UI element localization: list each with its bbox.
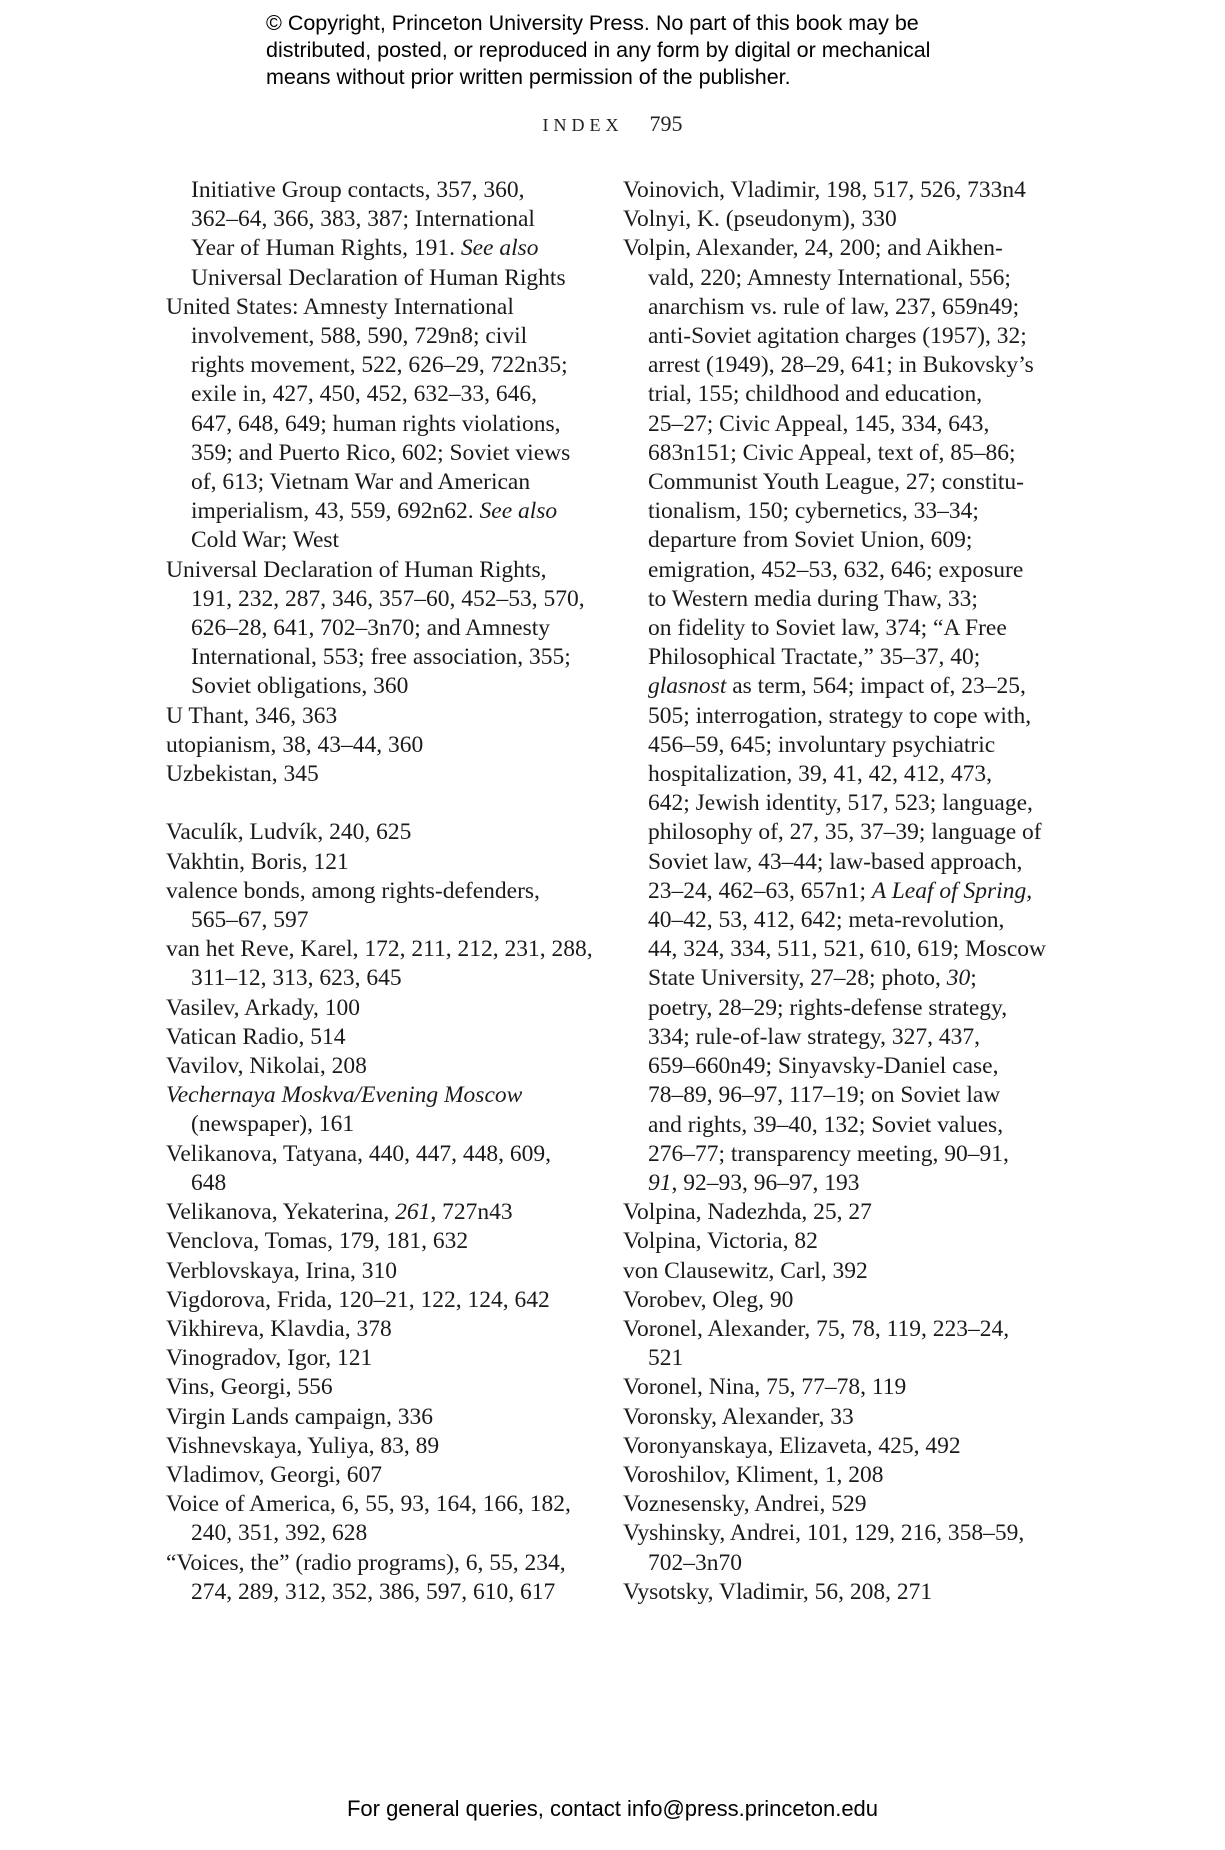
- index-entry: [623, 1519, 1043, 1577]
- entry-line: Vigdorova, Frida, 120–21, 122, 124, 642: [166, 1286, 550, 1313]
- index-entry: [166, 994, 596, 1023]
- entry-line: 311–12, 313, 623, 645: [191, 965, 402, 992]
- index-entry: [166, 935, 596, 993]
- index-entry: [623, 1373, 1043, 1402]
- entry-line: Soviet law, 43–44; law-based approach,: [648, 848, 1023, 875]
- entry-line: Universal Declaration of Human Rights,: [166, 556, 547, 583]
- index-entry: [166, 1344, 596, 1373]
- letter-section-gap: [166, 789, 596, 818]
- entry-line: (newspaper), 161: [191, 1111, 355, 1138]
- entry-line: Vasilev, Arkady, 100: [166, 994, 361, 1021]
- entry-page-italic: 30: [946, 965, 971, 992]
- entry-text: State University, 27–28; photo,: [648, 965, 947, 992]
- see-also: See also: [460, 235, 539, 262]
- entry-text: , 727n43: [430, 1199, 513, 1226]
- entry-line: Vladimov, Georgi, 607: [166, 1461, 383, 1488]
- entry-line: Initiative Group contacts, 357, 360,: [191, 177, 525, 203]
- entry-line: 648: [191, 1169, 227, 1196]
- entry-line: exile in, 427, 450, 452, 632–33, 646,: [191, 381, 537, 408]
- entry-line: emigration, 452–53, 632, 646; exposure: [648, 556, 1024, 583]
- index-entry: [166, 1286, 596, 1315]
- entry-line: United States: Amnesty International: [166, 293, 514, 320]
- footer-contact: For general queries, contact info@press.princeton.edu: [346, 1796, 879, 1821]
- index-entry-continued: [166, 176, 596, 293]
- entry-line: 683n151; Civic Appeal, text of, 85–86;: [648, 439, 1016, 466]
- entry-line: Vyshinsky, Andrei, 101, 129, 216, 358–59,: [623, 1520, 1025, 1547]
- index-entry: [623, 1403, 1043, 1432]
- entry-line: [623, 1169, 1043, 1198]
- copyright-line: means without prior written permission of the publisher.: [266, 65, 791, 89]
- entry-page-italic: 91: [648, 1169, 672, 1196]
- entry-line: Velikanova, Tatyana, 440, 447, 448, 609,: [166, 1140, 551, 1167]
- entry-line: and rights, 39–40, 132; Soviet values,: [648, 1111, 1004, 1138]
- index-entry-volpin: [623, 234, 1046, 1198]
- entry-line: valence bonds, among rights-defenders,: [166, 877, 540, 904]
- entry-line: Vysotsky, Vladimir, 56, 208, 271: [623, 1578, 933, 1605]
- entry-line: Voznesensky, Andrei, 529: [623, 1491, 867, 1518]
- entry-line: U Thant, 346, 363: [166, 702, 338, 729]
- index-entry: [166, 877, 596, 935]
- entry-line: [166, 1081, 596, 1110]
- entry-line: anarchism vs. rule of law, 237, 659n49;: [648, 293, 1020, 320]
- index-entry: [623, 1315, 1043, 1373]
- entry-line: Voice of America, 6, 55, 93, 164, 166, 182,: [166, 1491, 571, 1518]
- see-also: See also: [479, 498, 558, 525]
- entry-line: 191, 232, 287, 346, 357–60, 452–53, 570,: [191, 585, 585, 612]
- entry-line: [623, 964, 1043, 993]
- entry-line: Vorobev, Oleg, 90: [623, 1286, 794, 1313]
- index-entry: [623, 1286, 1043, 1315]
- entry-line: Volpina, Nadezhda, 25, 27: [623, 1199, 872, 1226]
- entry-line: 359; and Puerto Rico, 602; Soviet views: [191, 439, 571, 466]
- entry-line: 456–59, 645; involuntary psychiatric: [648, 731, 996, 758]
- entry-line: 274, 289, 312, 352, 386, 597, 610, 617: [191, 1578, 556, 1605]
- entry-line: [623, 877, 1043, 906]
- entry-line: International, 553; free association, 355;: [191, 644, 571, 671]
- entry-line: [166, 234, 596, 263]
- entry-line: 626–28, 641, 702–3n70; and Amnesty: [191, 615, 551, 642]
- entry-line: Vins, Georgi, 556: [166, 1374, 333, 1401]
- entry-text: Velikanova, Yekaterina,: [166, 1199, 396, 1226]
- entry-line: trial, 155; childhood and education,: [648, 381, 983, 408]
- entry-line: Voronyanskaya, Elizaveta, 425, 492: [623, 1432, 961, 1459]
- entry-line: Voinovich, Vladimir, 198, 517, 526, 733n4: [623, 177, 1026, 203]
- entry-line: Voronsky, Alexander, 33: [623, 1403, 854, 1430]
- entry-line: 25–27; Civic Appeal, 145, 334, 643,: [648, 410, 990, 437]
- index-entry: [166, 1461, 596, 1490]
- entry-text: Year of Human Rights, 191.: [191, 235, 461, 262]
- entry-line: Vakhtin, Boris, 121: [166, 848, 349, 875]
- index-entry: [166, 818, 596, 847]
- entry-text: 23–24, 462–63, 657n1;: [648, 877, 872, 904]
- entry-line: 44, 324, 334, 511, 521, 610, 619; Moscow: [648, 936, 1046, 963]
- entry-line: Verblovskaya, Irina, 310: [166, 1257, 398, 1284]
- entry-line: 334; rule-of-law strategy, 327, 437,: [648, 1023, 980, 1050]
- entry-text: ;: [970, 965, 977, 992]
- entry-line: 702–3n70: [648, 1549, 742, 1576]
- entry-line: 659–660n49; Sinyavsky-Daniel case,: [648, 1053, 999, 1080]
- entry-page-italic: 261: [395, 1199, 431, 1226]
- copyright-line: © Copyright, Princeton University Press. No part of this book may be: [266, 11, 919, 35]
- entry-line: Soviet obligations, 360: [191, 673, 409, 700]
- entry-line: [166, 497, 596, 526]
- index-entry: [166, 848, 596, 877]
- entry-line: Virgin Lands campaign, 336: [166, 1403, 434, 1430]
- entry-line: on fidelity to Soviet law, 374; “A Free: [648, 615, 1007, 642]
- index-entry: [623, 1490, 1043, 1519]
- index-entry: [623, 1227, 1043, 1256]
- entry-line: of, 613; Vietnam War and American: [191, 469, 531, 496]
- index-entry: [166, 1081, 596, 1139]
- entry-term-italic: A Leaf of Spring,: [871, 877, 1033, 904]
- entry-line: Vikhireva, Klavdia, 378: [166, 1315, 392, 1342]
- entry-line: involvement, 588, 590, 729n8; civil: [191, 323, 528, 350]
- entry-line: departure from Soviet Union, 609;: [648, 527, 973, 554]
- index-entry: [166, 556, 596, 702]
- index-entry: [166, 1052, 596, 1081]
- entry-line: philosophy of, 27, 35, 37–39; language of: [648, 819, 1042, 846]
- index-entry: [166, 1257, 596, 1286]
- entry-line: Voroshilov, Kliment, 1, 208: [623, 1461, 884, 1488]
- index-entry: [166, 1549, 596, 1607]
- copyright-notice: [266, 10, 1026, 91]
- index-entry: [166, 1490, 596, 1548]
- index-entry: [166, 1315, 596, 1344]
- entry-line: 565–67, 597: [191, 907, 309, 934]
- entry-line: 647, 648, 649; human rights violations,: [191, 410, 561, 437]
- index-entry: [623, 1432, 1043, 1461]
- entry-text: as term, 564; impact of, 23–25,: [726, 673, 1026, 700]
- running-head: [0, 111, 1225, 137]
- entry-line: van het Reve, Karel, 172, 211, 212, 231, 288,: [166, 936, 593, 963]
- entry-line: anti-Soviet agitation charges (1957), 32;: [648, 323, 1027, 350]
- index-column-right: [623, 176, 1046, 1607]
- entry-text: imperialism, 43, 559, 692n62.: [191, 498, 480, 525]
- entry-title: Vechernaya Moskva/Evening Moscow: [166, 1082, 523, 1109]
- entry-line: Vinogradov, Igor, 121: [166, 1345, 373, 1372]
- index-entry: [623, 1461, 1043, 1490]
- index-entry: [166, 1198, 596, 1227]
- index-entry: [166, 702, 596, 731]
- entry-line: tionalism, 150; cybernetics, 33–34;: [648, 498, 979, 525]
- entry-line: 642; Jewish identity, 517, 523; language,: [648, 790, 1033, 817]
- index-column-left: [166, 176, 596, 1607]
- entry-line: 40–42, 53, 412, 642; meta-revolution,: [648, 907, 1005, 934]
- copyright-line: distributed, posted, or reproduced in any form by digital or mechanical: [266, 38, 931, 62]
- index-entry: [166, 760, 596, 789]
- entry-line: 521: [648, 1345, 684, 1372]
- entry-line: “Voices, the” (radio programs), 6, 55, 234,: [166, 1549, 566, 1576]
- index-entry: [166, 1140, 596, 1198]
- entry-line: to Western media during Thaw, 33;: [648, 585, 978, 612]
- entry-line: 362–64, 366, 383, 387; International: [191, 206, 535, 233]
- entry-line: von Clausewitz, Carl, 392: [623, 1257, 868, 1284]
- index-entry: [166, 293, 596, 556]
- entry-line: 276–77; transparency meeting, 90–91,: [648, 1140, 1009, 1167]
- entry-text: , 92–93, 96–97, 193: [671, 1169, 860, 1196]
- entry-line: Venclova, Tomas, 179, 181, 632: [166, 1228, 469, 1255]
- index-entry: [623, 176, 1043, 205]
- entry-line: Vavilov, Nikolai, 208: [166, 1053, 367, 1080]
- entry-line: poetry, 28–29; rights-defense strategy,: [648, 994, 1008, 1021]
- entry-line: Volnyi, K. (pseudonym), 330: [623, 206, 897, 233]
- entry-line: 240, 351, 392, 628: [191, 1520, 368, 1547]
- index-entry: [623, 1198, 1043, 1227]
- index-entry: [623, 205, 1043, 234]
- index-entry: [166, 1023, 596, 1052]
- entry-line: 505; interrogation, strategy to cope with,: [648, 702, 1032, 729]
- entry-line: Vishnevskaya, Yuliya, 83, 89: [166, 1432, 440, 1459]
- entry-line: [166, 1198, 596, 1227]
- entry-line: vald, 220; Amnesty International, 556;: [648, 264, 1011, 291]
- entry-line: Vatican Radio, 514: [166, 1023, 346, 1050]
- index-entry: [166, 1373, 596, 1402]
- entry-line: arrest (1949), 28–29, 641; in Bukovsky’s: [648, 352, 1034, 379]
- entry-line: 78–89, 96–97, 117–19; on Soviet law: [648, 1082, 1001, 1109]
- entry-line: hospitalization, 39, 41, 42, 412, 473,: [648, 761, 992, 788]
- entry-line: Volpina, Victoria, 82: [623, 1228, 818, 1255]
- entry-line: rights movement, 522, 626–29, 722n35;: [191, 352, 568, 379]
- entry-term-italic: glasnost: [648, 673, 727, 700]
- index-entry: [623, 1257, 1043, 1286]
- index-entry: [166, 1432, 596, 1461]
- entry-line: Cold War; West: [191, 527, 340, 554]
- entry-line: Universal Declaration of Human Rights: [191, 264, 566, 291]
- entry-line: Communist Youth League, 27; constitu-: [648, 469, 1024, 496]
- index-entry: [166, 1403, 596, 1432]
- index-entry: [623, 1578, 1043, 1607]
- running-head-label: INDEX: [542, 115, 624, 135]
- entry-line: [623, 672, 1043, 701]
- entry-line: Uzbekistan, 345: [166, 761, 319, 788]
- entry-line: utopianism, 38, 43–44, 360: [166, 731, 424, 758]
- entry-line: Philosophical Tractate,” 35–37, 40;: [648, 644, 981, 671]
- index-entry: [166, 1227, 596, 1256]
- index-entry: [166, 731, 596, 760]
- entry-line: Volpin, Alexander, 24, 200; and Aikhen-: [623, 235, 1003, 262]
- entry-line: Vaculík, Ludvík, 240, 625: [166, 819, 412, 846]
- page-number: 795: [649, 111, 683, 136]
- entry-line: Voronel, Nina, 75, 77–78, 119: [623, 1374, 907, 1401]
- entry-line: Voronel, Alexander, 75, 78, 119, 223–24,: [623, 1315, 1010, 1342]
